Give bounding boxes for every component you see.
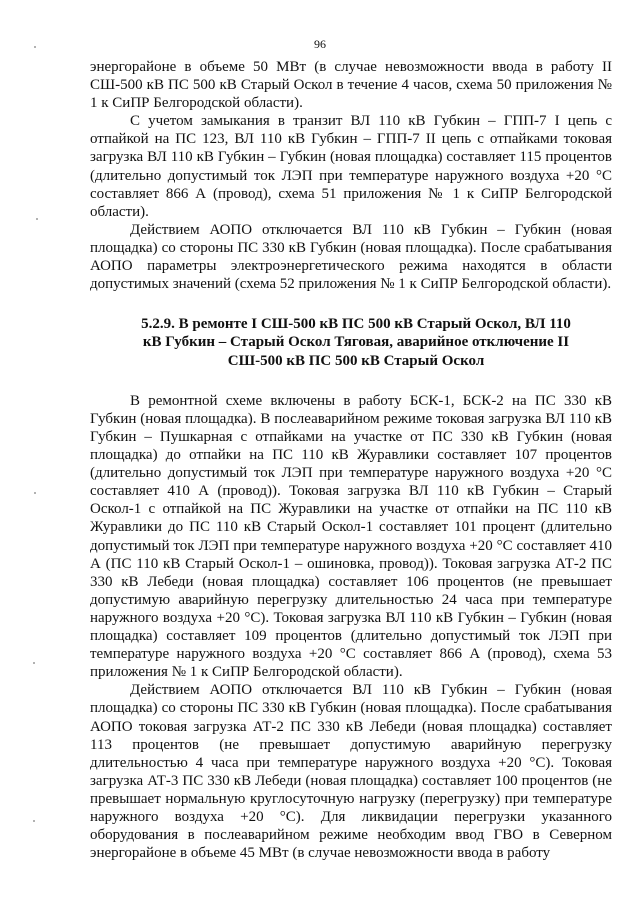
page-number: 96 xyxy=(314,37,326,51)
scan-speck xyxy=(33,820,35,822)
scan-speck xyxy=(36,218,38,220)
paragraph: В ремонтной схеме включены в работу БСК-1, БСК-2 на ПС 330 кВ Губкин (новая площадка). В послеаварийном режиме токовая загрузка ВЛ 110 кВ Губкин – Пушкарная с отпайками на участке от ПС 330 кВ Губкин (новая площадка) до отпайки на ПС 110 кВ Журавлики составляет 107 процентов (длительно допустимый ток ЛЭП при температуре наружного воздуха +20 °С составляет 410 А (провод)). Токовая загрузка ВЛ 110 кВ Губкин – Старый Оскол-1 с отпайкой на ПС Журавлики на участке от отпайки на ПС 110 кВ Журавлики до ПС 110 кВ Старый Оскол-1 составляет 101 процент (длительно допустимый ток ЛЭП при температуре наружного воздуха +20 °С составляет 410 А (ПС 110 кВ Старый Оскол-1 – ошиновка, провод)). Токовая загрузка АТ-2 ПС 330 кВ Лебеди (новая площадка) составляет 106 процентов (не превышает допустимую аварийную перегрузку длительностью 24 часа при температуре наружного воздуха +20 °С). Токовая загрузка ВЛ 110 кВ Губкин – Губкин (новая площадка) составляет 109 процентов (длительно допустимый ток ЛЭП при температуре наружного воздуха +20 °С составляет 866 А (провод), схема 53 приложения № 1 к СиПР Белгородской области). xyxy=(90,392,612,681)
paragraph: Действием АОПО отключается ВЛ 110 кВ Губкин – Губкин (новая площадка) со стороны ПС 330 кВ Губкин (новая площадка). После срабатывания АОПО токовая загрузка АТ-2 ПС 330 кВ Лебеди (новая площадка) составляет 113 процентов (не превышает допустимую аварийную перегрузку длительностью 4 часа при температуре наружного воздуха +20 °С). Токовая загрузка АТ-3 ПС 330 кВ Лебеди (новая площадка) составляет 100 процентов (не превышает нормальную круглосуточную нагрузку (перегрузку) при температуре наружного воздуха +20 °С). Для ликвидации перегрузки указанного оборудования в послеаварийном режиме необходим ввод ГВО в Северном энергорайоне в объеме 45 МВт (в случае невозможности ввода в работу xyxy=(90,682,612,862)
scan-speck xyxy=(34,492,36,494)
scan-speck xyxy=(34,46,36,48)
scan-speck xyxy=(33,662,35,664)
paragraph: С учетом замыкания в транзит ВЛ 110 кВ Губкин – ГПП-7 I цепь с отпайкой на ПС 123, ВЛ 110 кВ Губкин – ГПП-7 II цепь с отпайками токовая загрузка ВЛ 110 кВ Губкин – Губкин (новая площадка) составляет 115 процентов (длительно допустимый ток ЛЭП при температуре наружного воздуха +20 °С составляет 866 А (провод), схема 51 приложения № 1 к СиПР Белгородской области). xyxy=(90,113,612,220)
section-heading: 5.2.9. В ремонте I СШ-500 кВ ПС 500 кВ Старый Оскол, ВЛ 110 кВ Губкин – Старый Оскол Тяговая, аварийное отключение II СШ-500 кВ ПС 500 кВ Старый Оскол xyxy=(141,316,571,369)
paragraph: Действием АОПО отключается ВЛ 110 кВ Губкин – Губкин (новая площадка) со стороны ПС 330 кВ Губкин (новая площадка). После срабатывания АОПО параметры электроэнергетического режима находятся в области допустимых значений (схема 52 приложения № 1 к СиПР Белгородской области). xyxy=(90,221,612,293)
paragraph: энергорайоне в объеме 50 МВт (в случае невозможности ввода в работу II СШ-500 кВ ПС 500 кВ Старый Оскол в течение 4 часов, схема 50 приложения № 1 к СиПР Белгородской области). xyxy=(90,59,612,112)
document-body xyxy=(90,58,612,862)
